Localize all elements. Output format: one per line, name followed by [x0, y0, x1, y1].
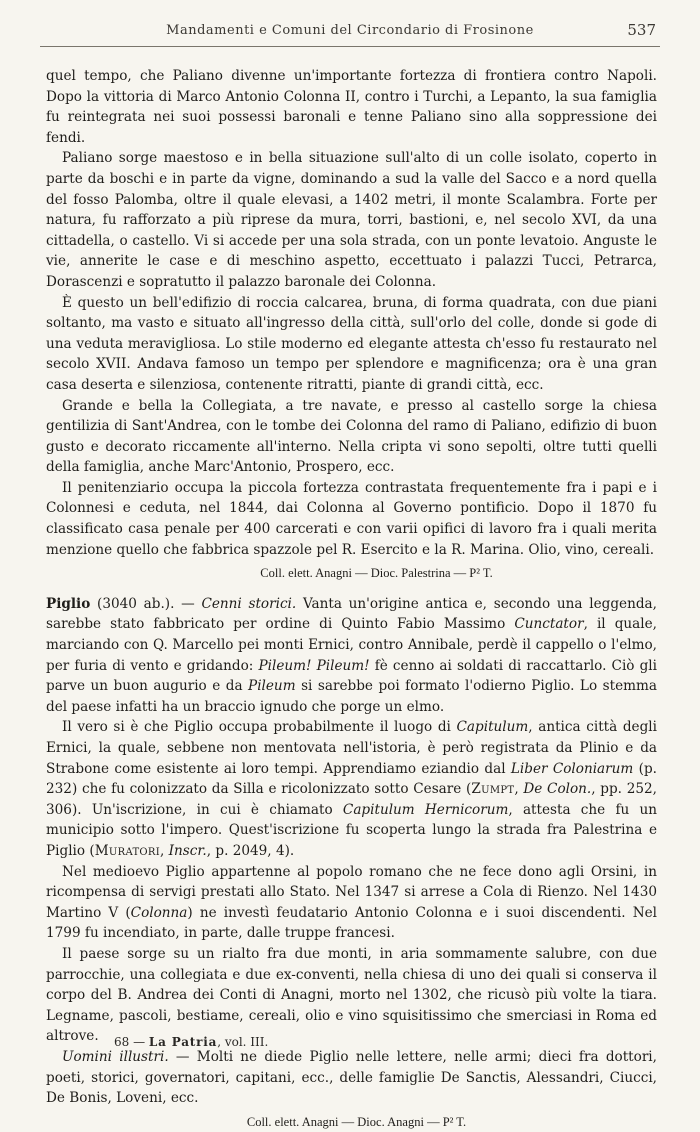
piglio-paragraph-2: Il vero si è che Piglio occupa probabilmente il luogo di Capitulum, antica città degli Ernici, la quale, sebbene non mentovata nell'istoria, è però registrata da Plinio e da Strabone come esistente ai loro tempi. Apprendiamo eziandio dal Liber Coloniarum (p. 232) che fu colonizzato da Silla e ricolonizzato sotto Cesare (Zumpt, De Colon., pp. 252, 306). Un'iscrizione, in cui è chiamato Capitulum Hernicorum, attesta che fu un municipio sotto l'impero. Quest'iscrizione fu scoperta lungo la strada fra Palestrina e Piglio (Muratori, Inscr., p. 2049, 4).: [46, 719, 658, 859]
piglio-paragraph-4: Il paese sorge su un rialto fra due monti, in aria sommamente salubre, con due parrocchie, una collegiata e due ex-conventi, nella chiesa di uno dei quali si conserva il corpo del B. Andrea dei Conti di Anagni, morto nel 1302, che ricusò più volte la tiara. Legname, pascoli, bestiame, cereali, olio e vino squisitissimo che smerciasi in Roma ed altrove.: [46, 945, 657, 1045]
signature-title: La Patria: [148, 1035, 218, 1049]
paliano-paragraph-2: Paliano sorge maestoso e in bella situazione sull'alto di un colle isolato, coperto in parte da boschi e in parte da vigne, dominando a sud la valle del Sacco e a nord quella del fosso Palomba, oltre il quale elevasi, a 1402 metri, il monte Scalambra. Forte per natura, fu rafforzato a più riprese da mura, torri, bastioni, e, nel secolo XVI, da una cittadella, o castello. Vi si accede per una sola strada, con un ponte levatoio. Anguste le vie, annerite le case e di meschino aspetto, eccettuato i palazzi Tucci, Petrarca, Dorascenzi e sopratutto il palazzo baronale dei Colonna.: [46, 150, 657, 290]
running-title: Mandamenti e Comuni del Circondario di Frosinone: [166, 23, 534, 38]
uomini-illustri-label: Uomini illustri.: [62, 1048, 169, 1065]
piglio-population: (3040 ab.).: [97, 595, 175, 612]
piglio-paragraph-5: Uomini illustri. — Molti ne diede Piglio nelle lettere, nelle armi; dieci fra dottori, poeti, storici, governatori, capitani, ecc., delle famiglie De Sanctis, Alessandri, Ciucci, De Bonis, Loveni, ecc.: [46, 1048, 657, 1107]
cenni-storici-label: Cenni storici.: [201, 595, 297, 612]
piglio-heading: Piglio: [46, 595, 91, 612]
piglio-collegio-line: Coll. elett. Anagni — Dioc. Anagni — P² T.: [246, 1114, 467, 1129]
piglio-paragraph-3: Nel medioevo Piglio appartenne al popolo romano che ne fece dono agli Orsini, in ricompensa di servigi prestati allo Stato. Nel 1347 si arrese a Cola di Rienzo. Nel 1430 Martino V (Colonna) ne investì feudatario Antonio Colonna e i suoi discendenti. Nel 1799 fu incendiato, in parte, dalle truppe francesi.: [46, 863, 657, 942]
paliano-paragraph-1: quel tempo, che Paliano divenne un'importante fortezza di frontiera contro Napoli. Dopo la vittoria di Marco Antonio Colonna II, contro i Turchi, a Lepanto, la sua famiglia fu reintegrata nei suoi possessi baronali e tenne Paliano sino alla soppressione dei fendi.: [46, 68, 657, 146]
paliano-paragraph-3: È questo un bell'edifizio di roccia calcarea, bruna, di forma quadrata, con due piani soltanto, ma vasto e situato all'ingresso della città, sull'orlo del colle, donde si gode di una veduta meravigliosa. Lo stile moderno ed elegante attesta ch'esso fu restaurato nel secolo XVII. Andava famoso un tempo per splendore e magnificenza; ora è una gran casa deserta e silenziosa, contenente ritratti, piante di grandi città, ecc.: [46, 294, 657, 393]
piglio-paragraph-1: Piglio (3040 ab.). — Cenni storici. Vanta un'origine antica e, secondo una leggenda, sarebbe stato fabbricato per ordine di Quinto Fabio Massimo Cunctator, il quale, marciando con Q. Marcello pei monti Ernici, contro Annibale, perdè il cappello o l'elmo, per furia di vento e gridando: Pileum! Pileum! fè cenno ai soldati di raccattarlo. Ciò gli parve un buon augurio e da Pileum si sarebbe poi formato l'odierno Piglio. Lo stemma del paese infatti ha un braccio ignudo che porge un elmo.: [46, 595, 657, 715]
printer-signature: 68 — La Patria, vol. III.: [114, 1035, 269, 1049]
paliano-paragraph-4: Grande e bella la Collegiata, a tre navate, e presso al castello sorge la chiesa gentilizia di Sant'Andrea, con le tombe dei Colonna del ramo di Paliano, edifizio di buon gusto e decorato riccamente all'interno. Nella cripta vi sono sepolti, oltre tutti quelli della famiglia, anche Marc'Antonio, Prospero, ecc.: [46, 397, 657, 476]
text-body: [46, 66, 657, 1132]
paliano-paragraph-5: Il penitenziario occupa la piccola fortezza contrastata frequentemente fra i papi e i Colonnesi e ceduta, nel 1844, dai Colonna al Governo pontificio. Dopo il 1870 fu classificato casa penale per 400 carcerati e con varii opifici di lavoro fra i quali merita menzione quello che fabbrica spazzole pel R. Esercito e la R. Marina. Olio, vino, cereali.: [46, 479, 657, 558]
running-header: [40, 20, 660, 47]
page-number: 537: [627, 21, 656, 39]
paliano-collegio-line: Coll. elett. Anagni — Dioc. Palestrina — P² T.: [260, 566, 493, 581]
